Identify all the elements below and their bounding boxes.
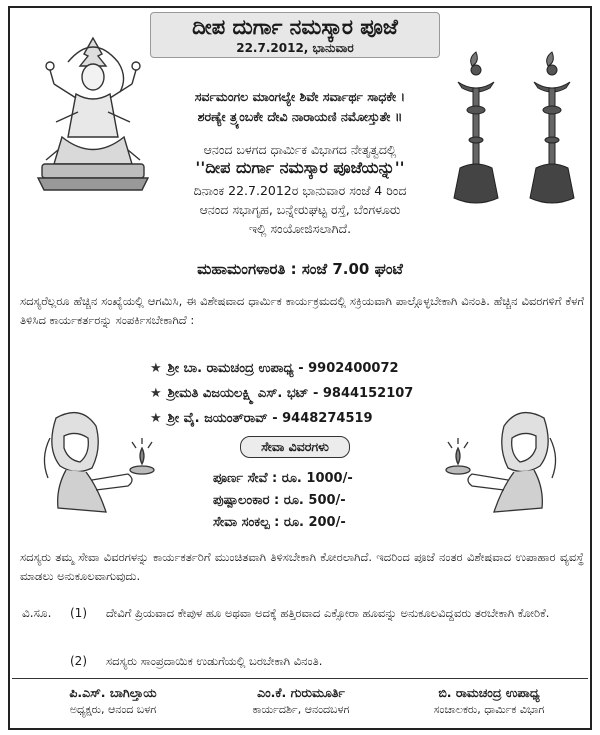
woman-with-lamp-right-illustration — [434, 408, 564, 518]
woman-with-lamp-left-illustration — [36, 408, 166, 518]
signatory — [18, 684, 208, 717]
event-date: 22.7.2012, ಭಾನುವಾರ — [236, 41, 354, 55]
invitation-line-1: ಆನಂದ ಬಳಗದ ಧಾರ್ಮಿಕ ವಿಭಾಗದ ನೇತೃತ್ವದಲ್ಲಿ — [203, 142, 397, 157]
contact-list — [150, 356, 470, 431]
star-icon: ★ — [150, 361, 162, 376]
title-banner — [150, 12, 440, 58]
seva-item: ಪೂರ್ಣ ಸೇವೆ : ರೂ. 1000/- — [213, 471, 353, 486]
seva-item: ಸೇವಾ ಸಂಕಲ್ಪ : ರೂ. 200/- — [213, 515, 346, 530]
star-icon: ★ — [150, 386, 162, 401]
shloka-line-1: ಸರ್ವಮಂಗಲ ಮಾಂಗಲ್ಯೇ ಶಿವೇ ಸರ್ವಾರ್ಥ ಸಾಧಕೇ । — [194, 89, 406, 104]
seva-list — [213, 468, 413, 534]
note-text-1: ದೇವಿಗೆ ಪ್ರಿಯವಾದ ಕೇಪುಳ ಹೂ ಅಥವಾ ಅದಕ್ಕೆ ಹತ್ತಿರವಾದ ಎಕ್ಸೋರಾ ಹೂವನ್ನು ಅನುಕೂಲವಿದ್ದವರು ತರಬೇಕಾಗಿ ಕೋರಿಕೆ. — [106, 606, 550, 620]
signatory-role: ಕಾರ್ಯದರ್ಶಿ, ಆನಂದಬಳಗ — [252, 703, 350, 716]
note-number-1: (1) — [70, 606, 87, 620]
seva-heading: ಸೇವಾ ವಿವರಗಳು — [240, 436, 350, 458]
signatory-role: ಸಂಚಾಲಕರು, ಧಾರ್ಮಿಕ ವಿಭಾಗ — [433, 703, 545, 716]
note-number-2: (2) — [70, 654, 87, 668]
page-title: ದೀಪ ದುರ್ಗಾ ನಮಸ್ಕಾರ ಪೂಜೆ — [192, 15, 398, 39]
invitation-line-5: ಇಲ್ಲಿ ಸಂಯೋಜಿಸಲಾಗಿದೆ. — [248, 221, 352, 236]
note-label: ವಿ.ಸೂ. — [22, 606, 52, 620]
appeal-paragraph: ಸದಸ್ಯರೆಲ್ಲರೂ ಹೆಚ್ಚಿನ ಸಂಖ್ಯೆಯಲ್ಲಿ ಆಗಮಿಸಿ, ಈ ವಿಶೇಷವಾದ ಧಾರ್ಮಿಕ ಕಾರ್ಯಕ್ರಮದಲ್ಲಿ ಸಕ್ರಿಯವಾಗಿ ಪಾಲ್ಗೊಳ್ಳಬೇಕಾಗಿ ವಿನಂತಿ. ಹೆಚ್ಚಿನ ವಿವರಗಳಿಗೆ ಕೆಳಗೆ ತಿಳಿಸಿದ ಕಾರ್ಯಕರ್ತರನ್ನು ಸಂಪರ್ಕಿಸಬೇಕಾಗಿದೆ : — [20, 294, 584, 327]
invitation-date-line: ದಿನಾಂಕ 22.7.2012ರ ಭಾನುವಾರ ಸಂಜೆ 4 ರಿಂದ — [193, 183, 407, 198]
seva-item: ಪುಷ್ಪಾಲಂಕಾರ : ರೂ. 500/- — [213, 493, 346, 508]
request-paragraph: ಸದಸ್ಯರು ತಮ್ಮ ಸೇವಾ ವಿವರಗಳನ್ನು ಕಾರ್ಯಕರ್ತರಿಗೆ ಮುಂಚಿತವಾಗಿ ತಿಳಿಸಬೇಕಾಗಿ ಕೋರಲಾಗಿದೆ. ಇದರಿಂದ ಪೂಜೆ ನಂತರ ವಿಶೇಷವಾದ ಉಪಾಹಾರ ವ್ಯವಸ್ಥೆ ಮಾಡಲು ಅನುಕೂಲವಾಗುವುದು. — [20, 550, 584, 583]
signatory-role: ಅಧ್ಯಕ್ಷರು, ಆನಂದ ಬಳಗ — [69, 703, 157, 716]
program-title: ''ದೀಪ ದುರ್ಗಾ ನಮಸ್ಕಾರ ಪೂಜೆಯನ್ನು'' — [195, 158, 405, 177]
star-icon: ★ — [150, 411, 162, 426]
contact-item: ★ ಶ್ರೀ ಬಾ. ರಾಮಚಂದ್ರ ಉಪಾಧ್ಯ - 9902400072 — [150, 361, 399, 376]
shloka-line-2: ಶರಣ್ಯೇ ತ್ರ್ಯಂಬಕೇ ದೇವಿ ನಾರಾಯಣಿ ನಮೋಸ್ತುತೇ ॥ — [197, 109, 403, 124]
signatory — [394, 684, 584, 717]
mahamangalarati-time: ಮಹಾಮಂಗಳಾರತಿ : ಸಂಜೆ 7.00 ಘಂಟೆ — [197, 260, 403, 278]
signatory — [206, 684, 396, 717]
contact-item: ★ ಶ್ರೀಮತಿ ವಿಜಯಲಕ್ಷ್ಮಿ ಎಸ್. ಭಟ್ - 9844152107 — [150, 386, 414, 401]
note-text-2: ಸದಸ್ಯರು ಸಾಂಪ್ರದಾಯಿಕ ಉಡುಗೆಯಲ್ಲಿ ಬರಬೇಕಾಗಿ ವಿನಂತಿ. — [106, 654, 323, 668]
signatory-name: ಎಂ.ಕೆ. ಗುರುಮೂರ್ತಿ — [257, 685, 345, 700]
signatory-name: ಪಿ.ಎಸ್. ಬಾಗಿಲ್ತಾಯ — [69, 685, 157, 700]
contact-item: ★ ಶ್ರೀ ವೈ. ಜಯಂತ್‌ರಾವ್ - 9448274519 — [150, 411, 373, 426]
signatory-name: ಬಿ. ರಾಮಚಂದ್ರ ಉಪಾಧ್ಯ — [438, 685, 540, 700]
footer-divider — [12, 678, 588, 679]
invitation-venue-line: ಆನಂದ ಸಭಾಗೃಹ, ಬನ್ನೇರುಘಟ್ಟ ರಸ್ತೆ, ಬೆಂಗಳೂರು — [199, 202, 401, 217]
